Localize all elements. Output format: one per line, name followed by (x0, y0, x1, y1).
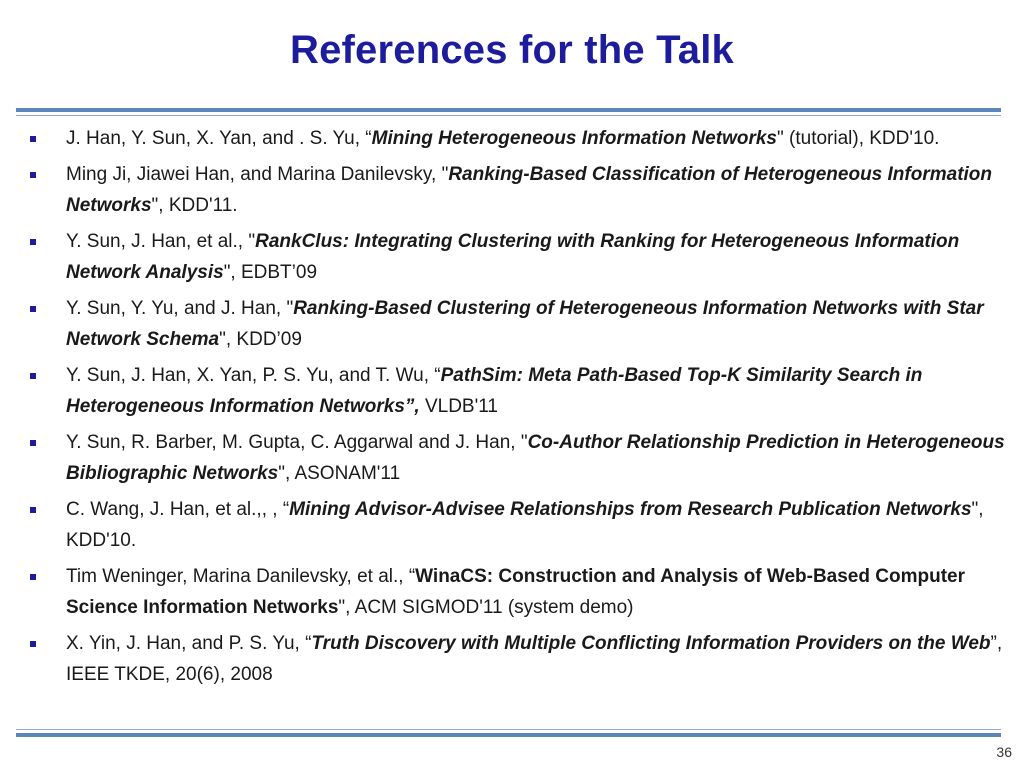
reference-item (30, 159, 1005, 221)
reference-title: Ranking-Based Clustering of Heterogeneous Information Networks with Star Network Schema (66, 298, 984, 350)
square-bullet-icon (30, 574, 36, 580)
slide-title: References for the Talk (289, 28, 734, 72)
reference-authors: Y. Sun, R. Barber, M. Gupta, C. Aggarwal and J. Han, " (66, 432, 528, 453)
reference-title: Mining Heterogeneous Information Networks (371, 128, 777, 149)
square-bullet-icon (30, 306, 36, 312)
reference-venue: VLDB'11 (419, 396, 498, 417)
square-bullet-icon (30, 641, 36, 647)
reference-list (30, 123, 1005, 695)
reference-item (30, 226, 1005, 288)
footer-divider (16, 729, 1001, 737)
reference-title: Mining Advisor-Advisee Relationships from Research Publication Networks (289, 499, 972, 520)
reference-authors: Y. Sun, Y. Yu, and J. Han, " (66, 298, 294, 319)
reference-authors: X. Yin, J. Han, and P. S. Yu, “ (66, 633, 312, 654)
square-bullet-icon (30, 136, 36, 142)
reference-venue: ", ACM SIGMOD'11 (system demo) (338, 597, 634, 618)
square-bullet-icon (30, 507, 36, 513)
reference-authors: Tim Weninger, Marina Danilevsky, et al., “ (66, 566, 416, 587)
title-divider (16, 108, 1001, 116)
page-number: 36 (996, 744, 1012, 760)
divider-thin-line (16, 115, 1001, 116)
reference-title: Co-Author Relationship Prediction in Heterogeneous Bibliographic Networks (66, 432, 1005, 484)
reference-item (30, 360, 1005, 422)
square-bullet-icon (30, 172, 36, 178)
reference-item (30, 123, 1005, 154)
reference-item (30, 293, 1005, 355)
reference-item (30, 427, 1005, 489)
reference-venue: " (tutorial), KDD'10. (777, 128, 940, 149)
reference-item (30, 494, 1005, 556)
reference-authors: J. Han, Y. Sun, X. Yan, and . S. Yu, “ (66, 128, 372, 149)
divider-thick-line (16, 733, 1001, 737)
reference-venue: ”, IEEE TKDE, 20(6), 2008 (66, 633, 1003, 685)
divider-thin-line (16, 729, 1001, 730)
square-bullet-icon (30, 239, 36, 245)
reference-title: Ranking-Based Classification of Heterogeneous Information Networks (66, 164, 993, 216)
reference-title: RankClus: Integrating Clustering with Ranking for Heterogeneous Information Network Analysis (66, 231, 960, 283)
reference-title: WinaCS: Construction and Analysis of Web-Based Computer Science Information Networks (66, 566, 965, 618)
reference-venue: ", KDD’09 (219, 329, 302, 350)
reference-item (30, 628, 1005, 690)
reference-authors: Y. Sun, J. Han, X. Yan, P. S. Yu, and T. Wu, “ (66, 365, 441, 386)
square-bullet-icon (30, 373, 36, 379)
reference-title: Truth Discovery with Multiple Conflicting Information Providers on the Web (311, 633, 991, 654)
reference-authors: Y. Sun, J. Han, et al., " (66, 231, 256, 252)
reference-venue: ", KDD'10. (66, 499, 984, 551)
reference-venue: ", ASONAM'11 (278, 463, 401, 484)
reference-venue: ", KDD'11. (151, 195, 238, 216)
divider-thick-line (16, 108, 1001, 112)
reference-authors: C. Wang, J. Han, et al.,, , “ (66, 499, 290, 520)
square-bullet-icon (30, 440, 36, 446)
reference-venue: ", EDBT’09 (223, 262, 318, 283)
reference-authors: Ming Ji, Jiawei Han, and Marina Danilevsky, " (66, 164, 449, 185)
reference-item (30, 561, 1005, 623)
reference-title: PathSim: Meta Path-Based Top-K Similarity Search in Heterogeneous Information Networks”, (66, 365, 923, 417)
